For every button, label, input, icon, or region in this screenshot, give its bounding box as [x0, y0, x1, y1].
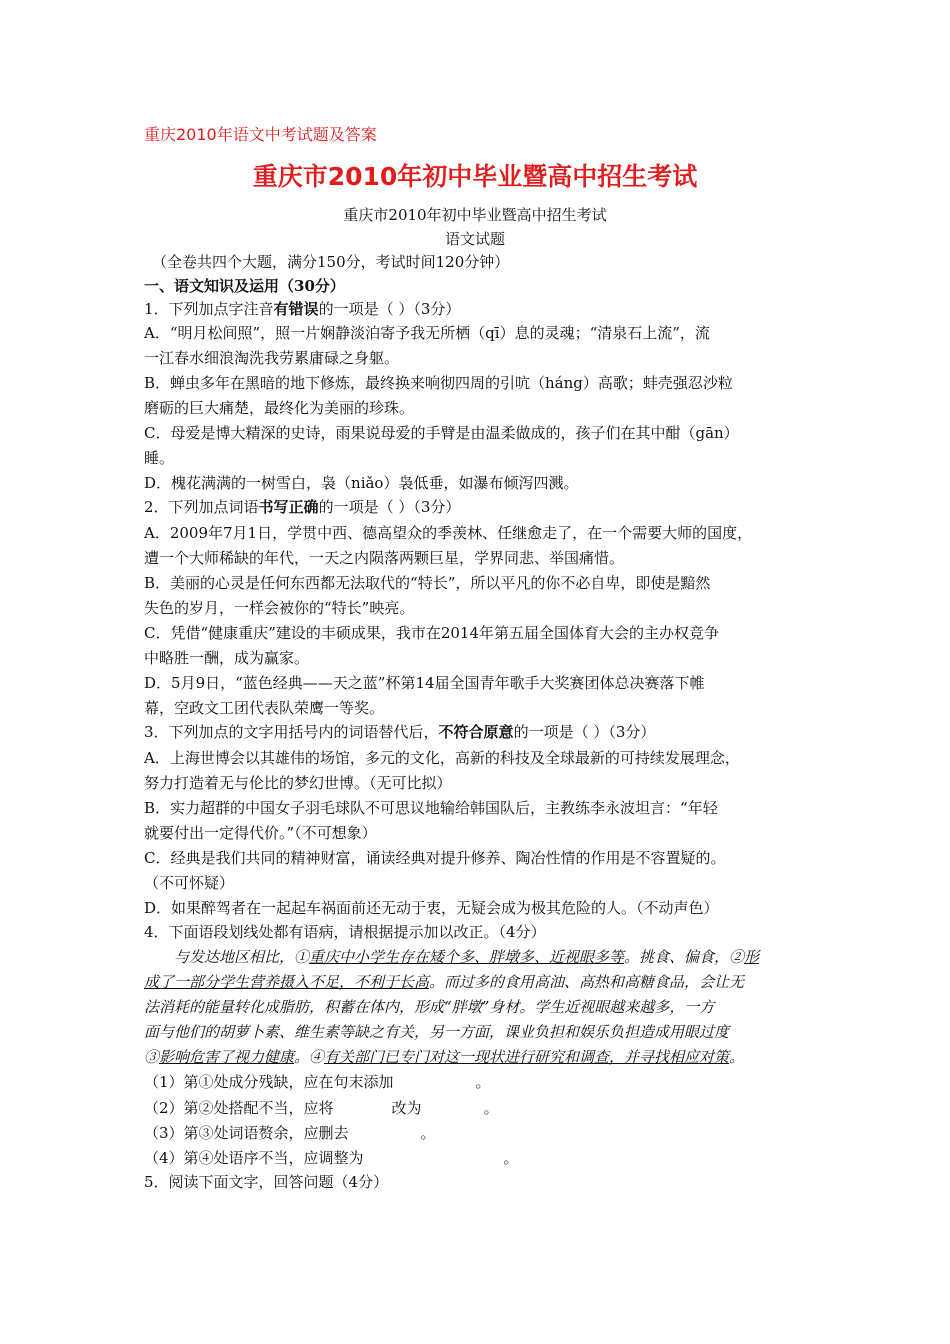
q2-stem-post: 的一项是（ ）（3分） [318, 498, 461, 516]
q4-sub2-mid: 改为 [391, 1099, 422, 1117]
q4-p2-post: 。而过多的食用高油、高热和高糖食品，会让无 [429, 973, 745, 991]
q4-p5-underlined: 影响危害了视力健康 [159, 1048, 295, 1066]
q2-stem [144, 496, 820, 518]
q4-sub3 [144, 1122, 820, 1144]
q1-stem [144, 298, 820, 320]
q4-sub2-pre: （2）第②处搭配不当，应将 [144, 1099, 334, 1117]
q4-sub2-post: 。 [483, 1099, 499, 1117]
q3-option-c-line2: （不可怀疑） [144, 874, 235, 892]
q4-p1-underlined: 重庆中小学生存在矮个多、胖墩多、近视眼多等 [309, 948, 625, 966]
doc-title: 重庆2010年语文中考试题及答案 [144, 125, 377, 144]
q3-option-c-line1: C．经典是我们共同的精神财富，诵读经典对提升修养、陶冶性情的作用是不容置疑的。 [144, 849, 726, 867]
q3-stem [144, 721, 820, 743]
q4-passage-line3: 法消耗的能量转化成脂肪，积蓄在体内，形成“胖墩”身材。学生近视眼越来越多，一方 [144, 998, 715, 1016]
q1-stem-post: 的一项是（ ）（3分） [318, 300, 461, 318]
q3-option-a-line2: 努力打造着无与伦比的梦幻世博。（无可比拟） [144, 774, 452, 792]
q1-option-b-line1: B．蝉虫多年在黑暗的地下修炼，最终换来响彻四周的引吭（háng）高歌；蚌壳强忍沙粒 [144, 374, 733, 392]
q3-option-b-line1: B．实力超群的中国女子羽毛球队不可思议地输给韩国队后，主教练李永波坦言：“年轻 [144, 799, 718, 817]
q3-option-a-line1: A．上海世博会以其雄伟的场馆，多元的文化，高新的科技及全球最新的可持续发展理念， [144, 749, 740, 767]
q4-passage-line1 [174, 946, 820, 968]
q2-stem-bold: 书写正确 [258, 498, 319, 516]
main-title: 重庆市2010年初中毕业暨高中招生考试 [252, 162, 698, 191]
exam-note: （全卷共四个大题，满分150分，考试时间120分钟） [152, 253, 510, 271]
q4-p2-underlined: 成了一部分学生营养摄入不足，不利于长高 [144, 973, 430, 991]
q4-sub2 [144, 1097, 820, 1119]
section-heading: 一、语文知识及运用（30分） [144, 277, 345, 295]
subtitle-chinese: 语文试题 [444, 230, 505, 248]
q4-p5-post: 。 [729, 1048, 745, 1066]
q2-stem-pre: 2．下列加点词语 [144, 498, 259, 516]
q4-passage-line4: 面与他们的胡萝卜素、维生素等缺之有关，另一方面，课业负担和娱乐负担造成用眼过度 [144, 1023, 730, 1041]
q1-option-b-line2: 磨砺的巨大痛楚，最终化为美丽的珍珠。 [144, 399, 415, 417]
q4-passage-line5 [144, 1046, 820, 1068]
q1-option-d-line1: D．槐花满满的一树雪白，袅（niǎo）袅低垂，如瀑布倾泻四溅。 [144, 474, 579, 492]
q4-sub1-post: 。 [475, 1073, 491, 1091]
q1-option-a-line2: 一江春水细浪淘洗我劳累庸碌之身躯。 [144, 349, 400, 367]
q2-option-a-line1: A．2009年7月1日，学贯中西、德高望众的季羡林、任继愈走了，在一个需要大师的国度， [144, 524, 753, 542]
q5-stem: 5．阅读下面文字，回答问题（4分） [144, 1173, 389, 1191]
q2-option-d-line1: D．5月9日，“蓝色经典——天之蓝”杯第14届全国青年歌手大奖赛团体总决赛落下帷 [144, 674, 705, 692]
q2-option-b-line1: B．美丽的心灵是任何东西都无法取代的“特长”，所以平凡的你不必自卑，即使是黯然 [144, 574, 711, 592]
q3-stem-bold: 不符合原意 [438, 723, 514, 741]
q4-sub3-post: 。 [420, 1124, 436, 1142]
q4-sub4-post: 。 [503, 1149, 519, 1167]
q4-stem: 4．下面语段划线处都有语病，请根据提示加以改正。（4分） [144, 923, 546, 941]
q4-sub4-pre: （4）第④处语序不当，应调整为 [144, 1149, 364, 1167]
q1-option-c-line2: 睡。 [144, 449, 175, 467]
q4-p5-underlined2: 有关部门已专门对这一现状进行研究和调查，并寻找相应对策 [324, 1048, 730, 1066]
q4-sub1-pre: （1）第①处成分残缺，应在句末添加 [144, 1073, 394, 1091]
q2-option-c-line2: 中略胜一酬，成为赢家。 [144, 649, 310, 667]
q4-sub3-pre: （3）第③处词语赘余，应删去 [144, 1124, 349, 1142]
q4-passage-line2 [144, 971, 820, 993]
q2-option-a-line2: 遭一个大师稀缺的年代，一天之内陨落两颗巨星，学界同悲、举国痛惜。 [144, 549, 625, 567]
q2-option-c-line1: C．凭借“健康重庆”建设的丰硕成果，我市在2014年第五届全国体育大会的主办权竞争 [144, 624, 719, 642]
q2-option-b-line2: 失色的岁月，一样会被你的“特长”映亮。 [144, 599, 415, 617]
q3-stem-post: 的一项是（ ）（3分） [513, 723, 656, 741]
q4-sub1 [144, 1071, 820, 1093]
q2-option-d-line2: 幕，空政文工团代表队荣鹰一等奖。 [144, 699, 385, 717]
q4-p1-pre: 与发达地区相比，① [174, 948, 310, 966]
q3-option-b-line2: 就要付出一定得代价。”（不可想象） [144, 824, 377, 842]
q4-sub4 [144, 1147, 820, 1169]
q4-p5-pre: ③ [144, 1048, 160, 1066]
q3-option-d-line1: D．如果醉驾者在一起起车祸面前还无动于衷，无疑会成为极其危险的人。（不动声色） [144, 899, 719, 917]
q1-stem-pre: 1．下列加点字注音 [144, 300, 274, 318]
q1-stem-bold: 有错误 [273, 300, 319, 318]
q3-stem-pre: 3．下列加点的文字用括号内的词语替代后， [144, 723, 439, 741]
q1-option-a-line1: A．“明月松间照”，照一片娴静淡泊寄予我无所栖（qī）息的灵魂；“清泉石上流”，流 [144, 324, 710, 342]
q4-p1-underlined2: 形 [744, 948, 760, 966]
q1-option-c-line1: C．母爱是博大精深的史诗，雨果说母爱的手臂是由温柔做成的，孩子们在其中酣（gān） [144, 424, 739, 442]
q4-p1-post: 。挑食、偏食，② [624, 948, 745, 966]
q4-p5-mid: 。④ [294, 1048, 325, 1066]
subtitle-exam: 重庆市2010年初中毕业暨高中招生考试 [343, 206, 607, 224]
